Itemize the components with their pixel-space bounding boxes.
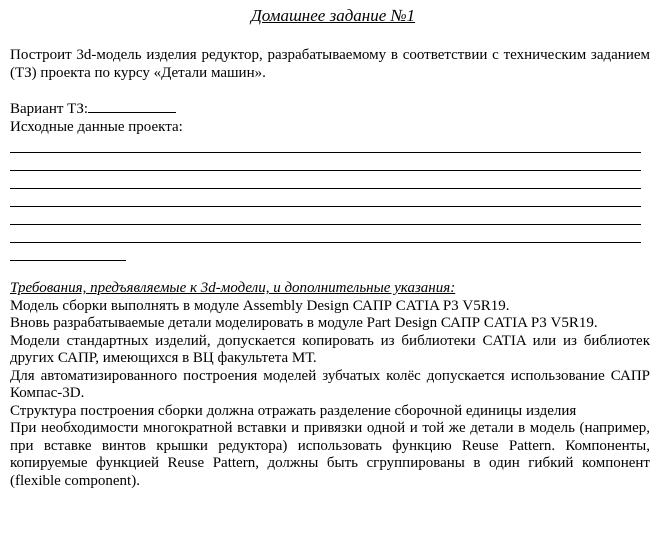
requirements-heading: Требования, предъявляемые к 3d-модели, и дополнительные указания: xyxy=(10,280,456,296)
source-data-label: Исходные данные проекта: xyxy=(10,118,183,135)
blank-line xyxy=(10,207,641,225)
blank-line xyxy=(10,171,641,189)
requirement-item: Модели стандартных изделий, допускается копировать из библиотеки CATIA или из библиотек других САПР, имеющихся в ВЦ факультета МТ. xyxy=(10,332,650,366)
requirement-item: Вновь разрабатываемые детали моделировать в модуле Part Design САПР CATIA Р3 V5R19. xyxy=(10,315,598,331)
intro-paragraph: Построит 3d-модель изделия редуктор, разрабатываемому в соответствии с техническим заданием (ТЗ) проекта по курсу «Детали машин». xyxy=(10,47,650,81)
blank-line xyxy=(10,136,641,153)
requirement-item: Структура построения сборки должна отражать разделение сборочной единицы изделия xyxy=(10,402,577,419)
requirement-item: При необходимости многократной вставки и привязки одной и той же детали в модель (например, при вставке винтов крышки редуктора) использовать функцию Reuse Pattern. Компоненты, копируемые функцией Reuse Pattern, должны быть сгруппированы в один гибкий компонент (flexible component). xyxy=(10,420,650,489)
variant-label: Вариант ТЗ: xyxy=(10,101,89,117)
blank-line xyxy=(10,153,641,171)
document-title: Домашнее задание №1 xyxy=(250,6,416,25)
requirement-item: Модель сборки выполнять в модуле Assembly Design САПР CATIA Р3 V5R19. xyxy=(10,297,510,314)
blank-line-short xyxy=(10,243,126,261)
spacer xyxy=(10,261,650,280)
document-page xyxy=(10,6,650,490)
variant-row xyxy=(10,99,650,119)
requirement-item: Для автоматизированного построения моделей зубчатых колёс допускается использование САПР Компас-3D. xyxy=(10,367,650,401)
blank-line xyxy=(10,225,641,243)
variant-blank-line xyxy=(88,99,176,113)
blank-line xyxy=(10,189,641,207)
